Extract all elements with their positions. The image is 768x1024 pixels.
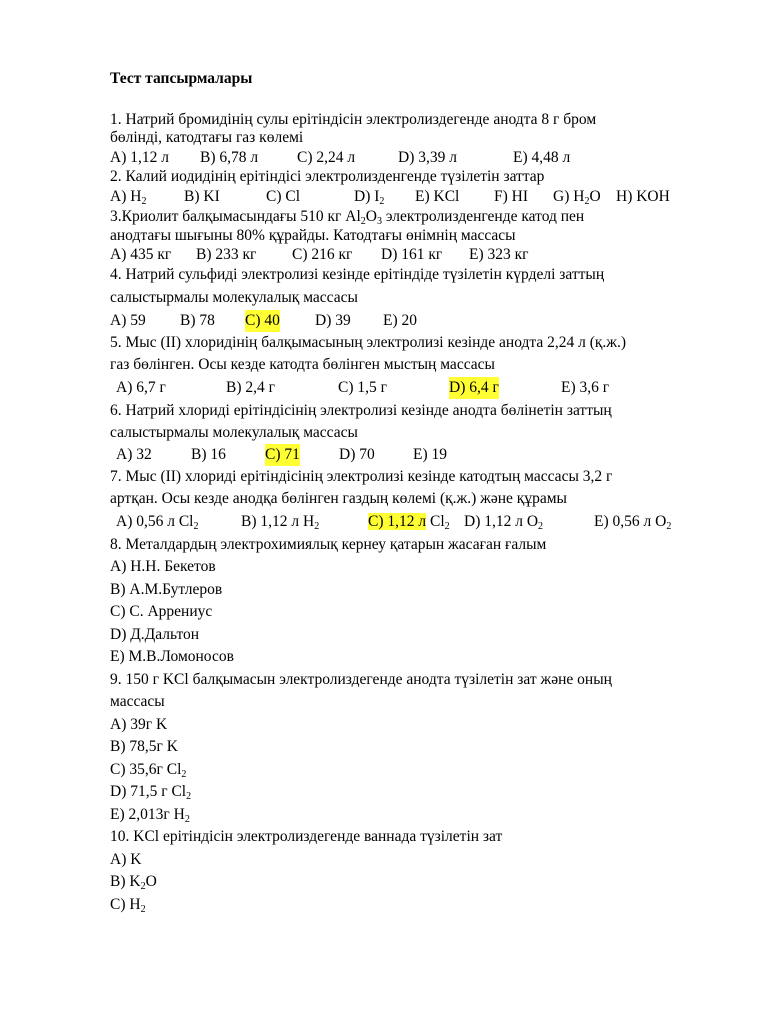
question-2-text: 2. Калий иодидінің ерітіндісі электролизденгенде түзілетін заттар — [110, 168, 545, 185]
question-7-text-line-2: артқан. Осы кезде анодқа бөлінген газдың көлемі (қ.ж.) және құрамы — [110, 490, 567, 507]
q10-option-c: C) $H_2$ — [110, 896, 146, 915]
question-9-text-line-2: массасы — [110, 693, 165, 710]
question-6-text-line-1: 6. Натрий хлориді ерітіндісінің электролизі кезінде анодта бөлінетін заттың — [110, 402, 612, 419]
q2-option-g: G) $H_2O$ — [553, 188, 601, 207]
q2-option-c: C) Cl — [266, 188, 301, 205]
question-3-text-line-1: 3.Криолит балқымасындағы 510 кг $Al_2O_3$ электролизденгенде катод пен — [110, 208, 585, 227]
q5-option-a: A) 6,7 г — [116, 379, 166, 396]
q1-option-c: C) 2,24 л — [297, 149, 356, 166]
q4-option-b: B) 78 — [180, 312, 215, 329]
question-1-text-line-2: бөлінді, катодтағы газ көлемі — [110, 129, 304, 146]
q7-option-c-highlight: C) 1,12 л — [368, 513, 427, 530]
q8-option-d: D) Д.Дальтон — [110, 626, 200, 643]
q8-option-a: A) Н.Н. Бекетов — [110, 558, 216, 575]
q6-option-a: A) 32 — [116, 446, 152, 463]
q2-option-h: H) KOH — [616, 188, 670, 205]
q8-option-e: E) М.В.Ломоносов — [110, 648, 234, 665]
q7-option-b: B) 1,12 л $H_2$ — [241, 513, 320, 532]
q7-option-d: D) 1,12 л $O_2$ — [464, 513, 544, 532]
q8-option-c: C) С. Аррениус — [110, 603, 213, 620]
q2-option-f: F) HI — [494, 188, 529, 205]
q1-option-a: A) 1,12 л — [110, 149, 169, 166]
q5-option-d-highlighted: D) 6,4 г — [449, 377, 499, 399]
q4-option-e: E) 20 — [383, 312, 418, 329]
question-5-text-line-2: газ бөлінген. Осы кезде катодта бөлінген мыстың массасы — [110, 356, 495, 373]
q9-option-e: E) 2,013г $H_2$ — [110, 806, 190, 825]
q10-option-a: A) K — [110, 851, 142, 868]
q2-option-e: E) KCl — [415, 188, 460, 205]
q1-option-b: B) 6,78 л — [200, 149, 259, 166]
q6-option-d: D) 70 — [339, 446, 375, 463]
question-4-text-line-2: салыстырмалы молекулалық массасы — [110, 289, 358, 306]
q3-option-a: A) 435 кг — [110, 246, 172, 263]
question-6-text-line-2: салыстырмалы молекулалық массасы — [110, 424, 358, 441]
q6-option-c-highlighted: C) 71 — [265, 444, 300, 466]
q2-option-d: D) $I_2$ — [354, 188, 385, 207]
q7-option-c: C) 1,12 л $Cl_2$ — [368, 513, 450, 532]
question-1-text-line-1: 1. Натрий бромидінің сулы ерітіндісін электролиздегенде анодта 8 г бром — [110, 111, 597, 128]
q7-option-a: A) 0,56 л $Cl_2$ — [116, 513, 199, 532]
question-7-text-line-1: 7. Мыс (II) хлориді ерітіндісінің электролизі кезінде катодтың массасы 3,2 г — [110, 468, 613, 485]
q2-option-b: B) KI — [184, 188, 220, 205]
question-4-text-line-1: 4. Натрий сульфиді электролизі кезінде ерітіндіде түзілетін күрделі заттың — [110, 266, 605, 283]
q3-option-e: E) 323 кг — [469, 246, 529, 263]
q4-option-d: D) 39 — [315, 312, 351, 329]
question-9-text-line-1: 9. 150 г KCl балқымасын электролиздегенде анодта түзілетін зат және оның — [110, 671, 612, 688]
q6-option-e: E) 19 — [413, 446, 448, 463]
q9-option-d: D) 71,5 г $Cl_2$ — [110, 783, 192, 802]
q7-option-e: E) 0,56 л $O_2$ — [594, 513, 672, 532]
q3-option-c: C) 216 кг — [292, 246, 353, 263]
q1-option-d: D) 3,39 л — [398, 149, 457, 166]
page-title: Тест тапсырмалары — [110, 70, 253, 87]
question-10-text: 10. KCl ерітіндісін электролиздегенде ваннада түзілетін зат — [110, 828, 503, 845]
q4-option-a: A) 59 — [110, 312, 146, 329]
q3-option-d: D) 161 кг — [381, 246, 443, 263]
q10-option-b: B) $K_2O$ — [110, 873, 157, 892]
q2-option-a: A) $H_2$ — [110, 188, 147, 207]
q5-option-b: B) 2,4 г — [226, 379, 275, 396]
q4-option-c-highlighted: C) 40 — [245, 310, 280, 332]
q3-option-b: B) 233 кг — [196, 246, 257, 263]
q9-option-b: B) 78,5г K — [110, 738, 178, 755]
q5-option-c: C) 1,5 г — [338, 379, 387, 396]
question-5-text-line-1: 5. Мыс (II) хлоридінің балқымасының электролизі кезінде анодта 2,24 л (қ.ж.) — [110, 334, 627, 351]
q6-option-b: B) 16 — [191, 446, 226, 463]
question-8-text: 8. Металдардың электрохимиялық кернеу қатарын жасаған ғалым — [110, 536, 547, 553]
q8-option-b: B) А.М.Бутлеров — [110, 581, 223, 598]
q9-option-c: C) 35,6г $Cl_2$ — [110, 761, 187, 780]
q5-option-e: E) 3,6 г — [561, 379, 610, 396]
q9-option-a: A) 39г K — [110, 716, 168, 733]
question-3-text-line-2: анодтағы шығыны 80% құрайды. Катодтағы өнімнің массасы — [110, 227, 516, 244]
q1-option-e: E) 4,48 л — [513, 149, 571, 166]
